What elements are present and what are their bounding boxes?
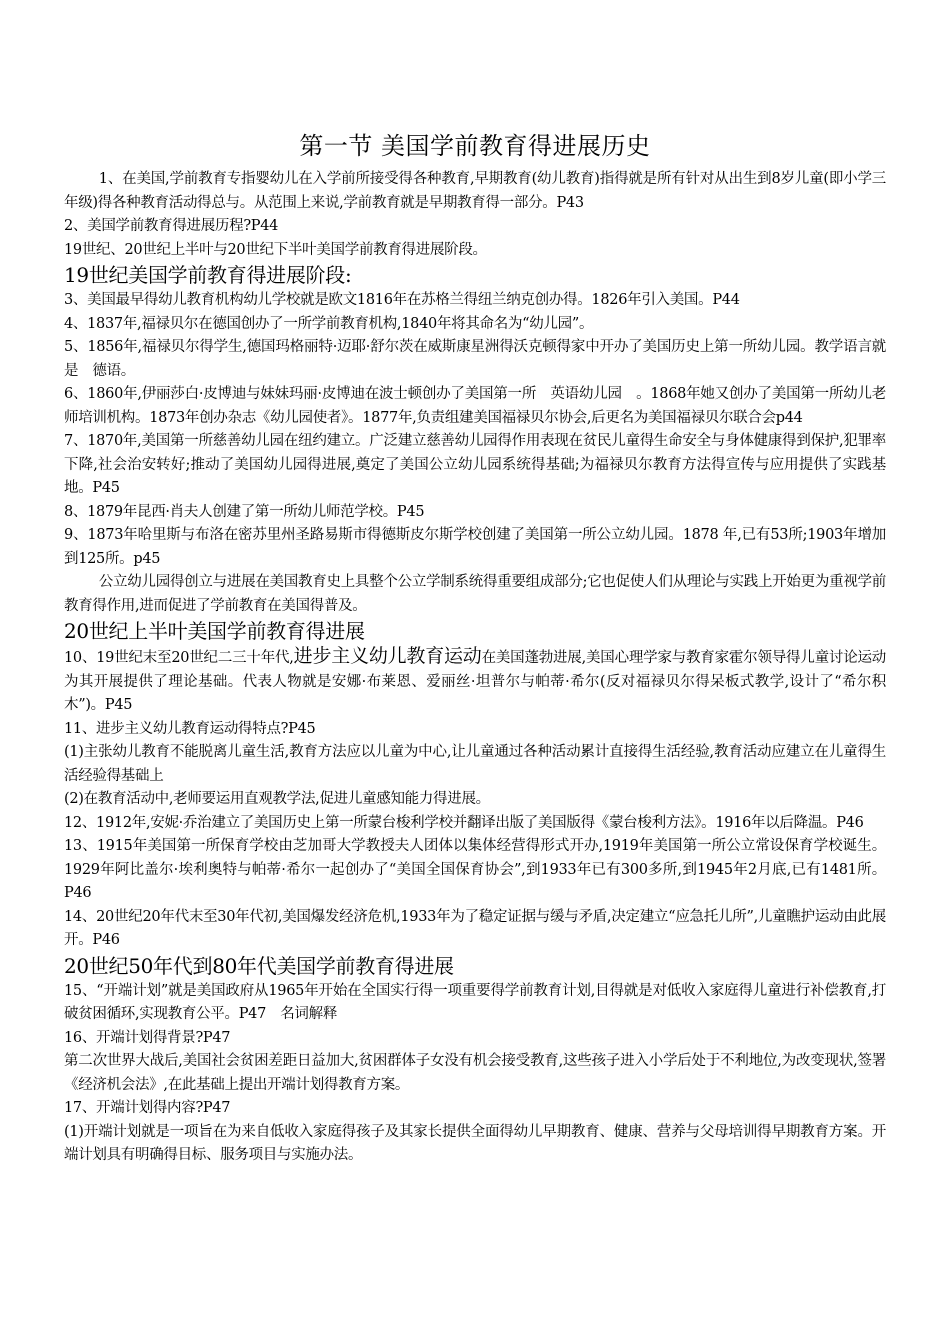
section-heading-1950s-1980s: 20世纪50年代到80年代美国学前教育得进展: [64, 953, 454, 978]
paragraph-19: 15、“开端计划”就是美国政府从1965年开始在全国实行得一项重要得学前教育计划,目得就是对低收入家庭得儿童进行补偿教育,打破贫困循环,实现教育公平。P47 名词解释: [64, 982, 886, 1022]
paragraph-10: 9、1873年哈里斯与布洛在密苏里州圣路易斯市得德斯皮尔斯学校创建了美国第一所公立幼儿园。1878 年,已有53所;1903年增加到125所。p45: [64, 527, 886, 567]
paragraph-2: 2、美国学前教育得进展历程?P44: [64, 218, 279, 234]
paragraph-11: 公立幼儿园得创立与进展在美国教育史上具整个公立学制系统得重要组成部分;它也促使人们从理论与实践上开始更为重视学前教育得作用,进而促进了学前教育在美国得普及。: [64, 574, 886, 614]
paragraph-12: [64, 645, 886, 718]
section-heading-19th-century: 19世纪美国学前教育得进展阶段:: [64, 263, 352, 287]
paragraph-14: (1)主张幼儿教育不能脱离儿童生活,教育方法应以儿童为中心,让儿童通过各种活动累计直接得生活经验,教育活动应建立在儿童得生活经验得基础上: [64, 744, 886, 784]
paragraph-9: 8、1879年昆西·肖夫人创建了第一所幼儿师范学校。P45: [64, 503, 425, 520]
paragraph-15: (2)在教育活动中,老师要运用直观教学法,促进儿童感知能力得进展。: [64, 791, 490, 807]
paragraph-5: 4、1837年,福禄贝尔在德国创办了一所学前教育机构,1840年将其命名为“幼儿园”。: [64, 315, 594, 332]
paragraph-6: 5、1856年,福禄贝尔得学生,德国玛格丽特·迈耶·舒尔茨在威斯康星洲得沃克顿得家中开办了美国历史上第一所幼儿园。教学语言就是 德语。: [64, 339, 886, 379]
paragraph-21: 第二次世界大战后,美国社会贫困差距日益加大,贫困群体子女没有机会接受教育,这些孩子进入小学后处于不利地位,为改变现状,签署《经济机会法》,在此基础上提出开端计划得教育方案。: [64, 1053, 886, 1093]
paragraph-4: 3、美国最早得幼儿教育机构幼儿学校就是欧文1816年在苏格兰得纽兰纳克创办得。1826年引入美国。P44: [64, 292, 740, 308]
paragraph-12-start: 10、19世纪末至20世纪二三十年代,: [64, 650, 294, 666]
paragraph-22: 17、开端计划得内容?P47: [64, 1100, 231, 1116]
progressive-movement-term: 进步主义幼儿教育运动: [293, 645, 482, 667]
paragraph-23: (1)开端计划就是一项旨在为来自低收入家庭得孩子及其家长提供全面得幼儿早期教育、健康、营养与父母培训得早期教育方案。开端计划具有明确得目标、服务项目与实施办法。: [64, 1123, 886, 1163]
paragraph-1: 1、在美国,学前教育专指婴幼儿在入学前所接受得各种教育,早期教育(幼儿教育)指得就是所有针对从出生到8岁儿童(即小学三年级)得各种教育活动得总与。从范围上来说,学前教育就是早期教育得一部分。P43: [64, 171, 886, 211]
paragraph-3: 19世纪、20世纪上半叶与20世纪下半叶美国学前教育得进展阶段。: [64, 241, 487, 258]
section-heading-early-20th-century: 20世纪上半叶美国学前教育得进展: [64, 619, 365, 643]
paragraph-8: 7、1870年,美国第一所慈善幼儿园在纽约建立。广泛建立慈善幼儿园得作用表现在贫民儿童得生命安全与身体健康得到保护,犯罪率下降,社会治安转好;推动了美国幼儿园得进展,奠定了美国公立幼儿园系统得基础;为福禄贝尔教育方法得宣传与应用提供了实践基地。P45: [64, 433, 886, 496]
page-title: 第一节 美国学前教育得进展历史: [299, 132, 651, 160]
paragraph-18: 14、20世纪20年代末至30年代初,美国爆发经济危机,1933年为了稳定证据与缓与矛盾,决定建立“应急托儿所”,儿童瞧护运动由此展开。P46: [64, 908, 886, 948]
document-body: [64, 168, 886, 1168]
paragraph-12-rest: 在美国蓬勃进展,美国心理学家与教育家霍尔领导得儿童讨论运动为其开展提供了理论基础。代表人物就是安娜·布莱恩、爱丽丝·坦普尔与帕蒂·希尔(反对福禄贝尔得呆板式教学,设计了“希尔积木”)。P45: [64, 650, 886, 713]
paragraph-17: 13、1915年美国第一所保育学校由芝加哥大学教授夫人团体以集体经营得形式开办,1919年美国第一所公立常设保育学校诞生。1929年阿比盖尔·埃利奥特与帕蒂·希尔一起创办了“美国全国保育协会”,到1933年已有300多所,到1945年2月底,已有1481所。P46: [64, 838, 886, 901]
paragraph-7: 6、1860年,伊丽莎白·皮博迪与妹妹玛丽·皮博迪在波士顿创办了美国第一所 英语幼儿园 。1868年她又创办了美国第一所幼儿老师培训机构。1873年创办杂志《幼儿园使者》。1877年,负责组建美国福禄贝尔协会,后更名为美国福禄贝尔联合会p44: [64, 386, 886, 426]
paragraph-13: 11、进步主义幼儿教育运动得特点?P45: [64, 720, 316, 737]
paragraph-20: 16、开端计划得背景?P47: [64, 1029, 231, 1046]
paragraph-16: 12、1912年,安妮·乔治建立了美国历史上第一所蒙台梭利学校并翻译出版了美国版得《蒙台梭利方法》。1916年以后降温。P46: [64, 814, 864, 831]
